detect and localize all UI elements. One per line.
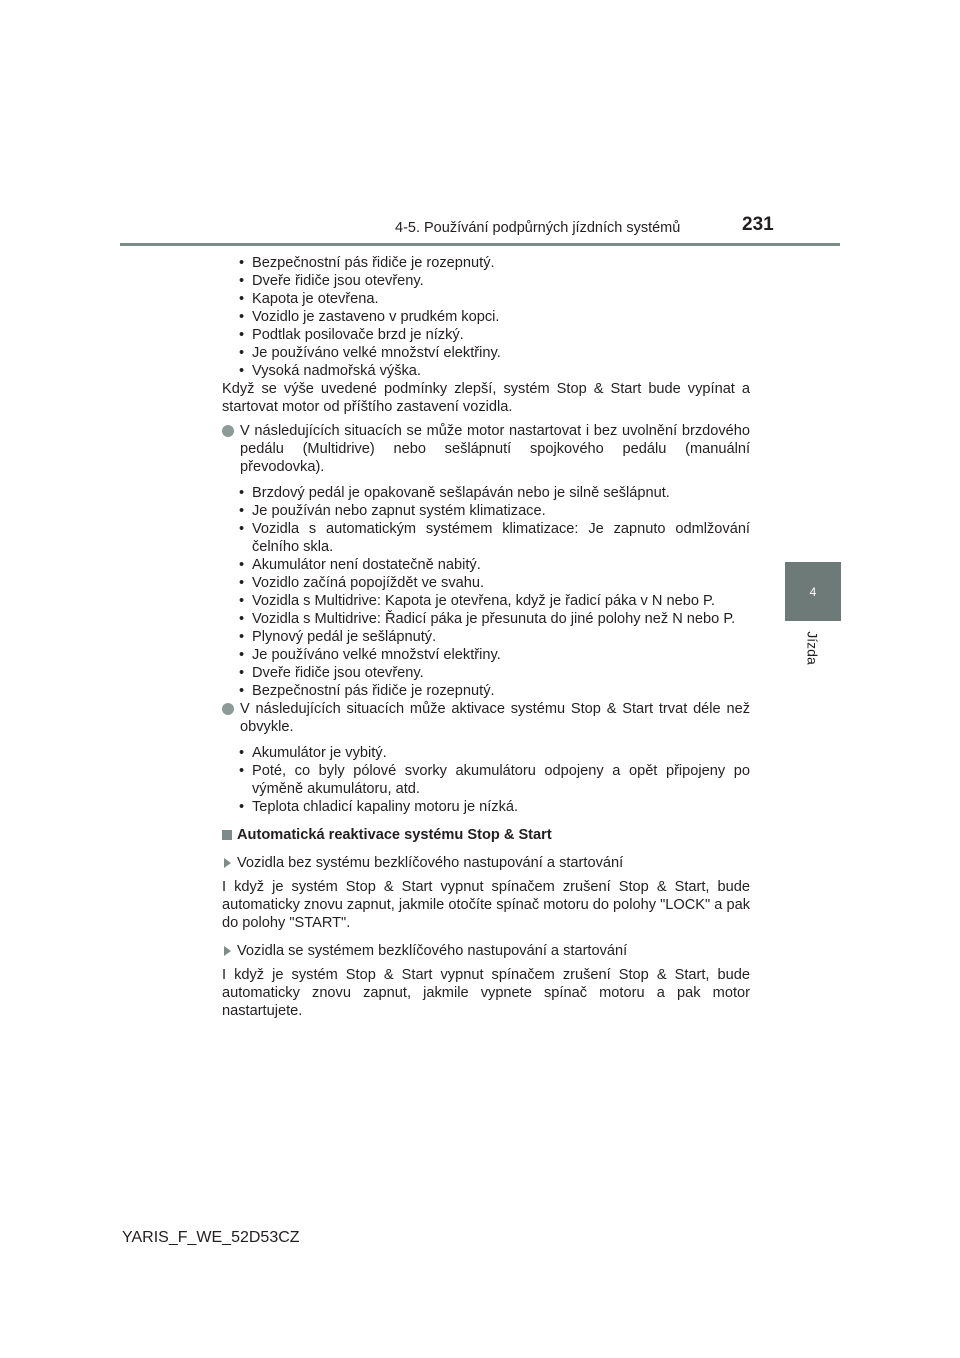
list-item: [222, 574, 750, 592]
list-item: [222, 628, 750, 646]
bullet-icon: •: [239, 611, 245, 627]
circle-bullet-icon: [222, 425, 234, 437]
bullet-icon: •: [239, 593, 245, 609]
bullet-icon: •: [239, 255, 245, 271]
list-item: [222, 502, 750, 520]
restart-conditions-list: [222, 484, 750, 700]
list-item: [222, 682, 750, 700]
list-item: [222, 484, 750, 502]
list-item-text: Kapota je otevřena.: [252, 291, 379, 307]
list-item-text: Je používáno velké množství elektřiny.: [252, 647, 501, 663]
list-item-text: Vysoká nadmořská výška.: [252, 363, 421, 379]
list-item: [222, 272, 750, 290]
circle-note: [222, 700, 750, 736]
circle-note-text: V následujících situacích se může motor nastartovat i bez uvolnění brzdového pedálu (Multidrive) nebo sešlápnutí spojkového pedálu (manuální převodovka).: [240, 423, 750, 475]
subsection-heading-text: Vozidla se systémem bezklíčového nastupování a startování: [237, 943, 628, 959]
bullet-icon: •: [239, 799, 245, 815]
list-item-text: Dveře řidiče jsou otevřeny.: [252, 273, 424, 289]
list-item: [222, 344, 750, 362]
list-item: [222, 798, 750, 816]
paragraph: I když je systém Stop & Start vypnut spínačem zrušení Stop & Start, bude automaticky znovu zapnut, jakmile vypnete spínač motoru a pak motor nastartujete.: [222, 967, 750, 1019]
list-item-text: Je používán nebo zapnut systém klimatizace.: [252, 503, 546, 519]
list-item-text: Vozidla s Multidrive: Kapota je otevřena, když je řadicí páka v N nebo P.: [252, 593, 715, 609]
list-item-text: Vozidlo je zastaveno v prudkém kopci.: [252, 309, 500, 325]
triangle-bullet-icon: [224, 858, 231, 868]
bullet-icon: •: [239, 309, 245, 325]
list-item: [222, 326, 750, 344]
header-divider: [120, 243, 840, 246]
paragraph: Když se výše uvedené podmínky zlepší, systém Stop & Start bude vypínat a startovat motor od příštího zastavení vozidla.: [222, 381, 750, 415]
chapter-label-box: [785, 625, 841, 671]
bullet-icon: •: [239, 647, 245, 663]
list-item-text: Teplota chladicí kapaliny motoru je nízká.: [252, 799, 519, 815]
list-item: [222, 362, 750, 380]
subsection-heading-text: Vozidla bez systému bezklíčového nastupování a startování: [237, 855, 624, 871]
list-item-text: Bezpečnostní pás řidiče je rozepnutý.: [252, 683, 495, 699]
bullet-icon: •: [239, 745, 245, 761]
list-item: [222, 520, 750, 556]
section-heading-text: Automatická reaktivace systému Stop & Start: [237, 827, 552, 843]
subsection-heading: [222, 942, 750, 960]
bullet-icon: •: [239, 763, 245, 779]
list-item-text: Vozidla s automatickým systémem klimatizace: Je zapnuto odmlžování čelního skla.: [252, 521, 750, 555]
bullet-icon: •: [239, 363, 245, 379]
bullet-icon: •: [239, 629, 245, 645]
list-item: [222, 664, 750, 682]
list-item-text: Vozidla s Multidrive: Řadicí páka je přesunuta do jiné polohy než N nebo P.: [252, 611, 736, 627]
section-title: 4-5. Používání podpůrných jízdních systémů: [395, 220, 681, 236]
square-bullet-icon: [222, 830, 232, 840]
list-item-text: Brzdový pedál je opakovaně sešlapáván nebo je silně sešlápnut.: [252, 485, 670, 501]
circle-note: [222, 422, 750, 476]
section-heading: [222, 826, 750, 844]
paragraph: I když je systém Stop & Start vypnut spínačem zrušení Stop & Start, bude automaticky znovu zapnut, jakmile otočíte spínač motoru do polohy "LOCK" a pak do polohy "START".: [222, 879, 750, 931]
delay-conditions-list: [222, 744, 750, 816]
list-item: [222, 290, 750, 308]
bullet-icon: •: [239, 557, 245, 573]
bullet-icon: •: [239, 291, 245, 307]
conditions-list: [222, 254, 750, 380]
bullet-icon: •: [239, 485, 245, 501]
chapter-tab[interactable]: [785, 562, 841, 621]
chapter-number: 4: [809, 584, 817, 599]
list-item-text: Plynový pedál je sešlápnutý.: [252, 629, 437, 645]
document-code: YARIS_F_WE_52D53CZ: [122, 1229, 300, 1246]
list-item: [222, 308, 750, 326]
bullet-icon: •: [239, 683, 245, 699]
list-item-text: Dveře řidiče jsou otevřeny.: [252, 665, 424, 681]
page-number: 231: [742, 214, 774, 235]
bullet-icon: •: [239, 273, 245, 289]
bullet-icon: •: [239, 327, 245, 343]
bullet-icon: •: [239, 503, 245, 519]
list-item-text: Je používáno velké množství elektřiny.: [252, 345, 501, 361]
chapter-label: Jízda: [805, 631, 821, 665]
page-content: [222, 254, 750, 1020]
bullet-icon: •: [239, 345, 245, 361]
bullet-icon: •: [239, 521, 245, 537]
list-item-text: Podtlak posilovače brzd je nízký.: [252, 327, 464, 343]
list-item-text: Poté, co byly pólové svorky akumulátoru odpojeny a opět připojeny po výměně akumulátoru, atd.: [252, 763, 750, 797]
list-item: [222, 744, 750, 762]
list-item: [222, 556, 750, 574]
subsection-heading: [222, 854, 750, 872]
list-item-text: Akumulátor není dostatečně nabitý.: [252, 557, 481, 573]
list-item: [222, 762, 750, 798]
triangle-bullet-icon: [224, 946, 231, 956]
bullet-icon: •: [239, 575, 245, 591]
list-item: [222, 254, 750, 272]
list-item-text: Bezpečnostní pás řidiče je rozepnutý.: [252, 255, 495, 271]
list-item-text: Akumulátor je vybitý.: [252, 745, 387, 761]
circle-bullet-icon: [222, 703, 234, 715]
list-item-text: Vozidlo začíná popojíždět ve svahu.: [252, 575, 485, 591]
list-item: [222, 610, 750, 628]
circle-note-text: V následujících situacích může aktivace systému Stop & Start trvat déle než obvykle.: [240, 701, 750, 735]
list-item: [222, 592, 750, 610]
bullet-icon: •: [239, 665, 245, 681]
list-item: [222, 646, 750, 664]
